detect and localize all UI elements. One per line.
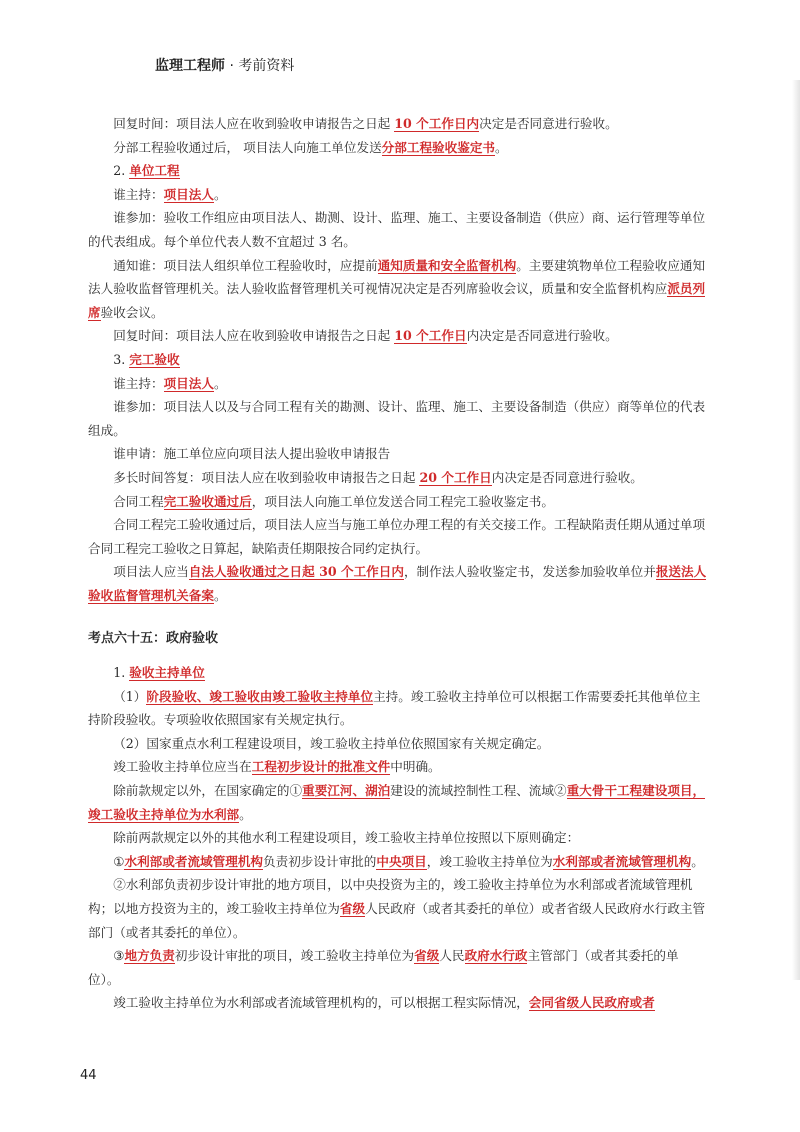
text-run: 。 [213, 186, 227, 202]
highlighted-keyword: 通知质量和安全监督机构 [377, 257, 517, 273]
paragraph [88, 685, 710, 732]
government-acceptance-block [88, 661, 710, 1015]
paragraph [88, 513, 710, 560]
paragraph [88, 206, 710, 253]
text-run: 内决定是否同意进行验收。 [466, 328, 618, 344]
section-title: 考点六十五：政府验收 [88, 631, 219, 647]
paragraph [88, 826, 710, 850]
text-run: 主管部门（或者其委托的单位）。 [88, 948, 679, 987]
paragraph [88, 755, 710, 779]
paragraph [88, 560, 710, 607]
text-run: 谁主持： [113, 375, 164, 391]
paragraph [88, 732, 710, 756]
paragraph [88, 850, 710, 874]
text-run: 。 [213, 587, 227, 603]
text-run: 谁参加：项目法人以及与合同工程有关的勘测、设计、监理、施工、主要设备制造（供应）商等单位的代表组成。 [88, 399, 706, 438]
highlighted-keyword: 省级 [339, 901, 366, 916]
highlighted-keyword: 自法人验收通过之日起 30 个工作日内 [188, 564, 404, 580]
highlighted-keyword: 重大骨干工程建设项目，竣工验收主持单位为水利部 [88, 783, 706, 822]
text-run: 项目法人应当 [113, 564, 189, 580]
text-run: 回复时间：项目法人应在收到验收申请报告之日起 [113, 328, 395, 344]
paragraph [88, 324, 710, 348]
text-run: 分部工程验收通过后， 项目法人向施工单位发送 [113, 139, 382, 155]
paragraph [88, 348, 710, 372]
highlighted-keyword: 工程初步设计的批准文件 [251, 759, 391, 775]
text-run: 合同工程 [113, 493, 164, 509]
paragraph [88, 395, 710, 442]
text-run: 2. [113, 163, 130, 179]
paragraph [88, 254, 710, 325]
text-run: 。主要建筑物单位工程验收应通知法人验收监督管理机关。法人验收监督管理机关可视情况决定是否列席验收会议，质量和安全监督机构应 [88, 257, 706, 297]
text-run: 3. [113, 351, 130, 367]
text-run: ，竣工验收主持单位为 [426, 853, 553, 869]
text-run: （2）国家重点水利工程建设项目，竣工验收主持单位依照国家有关规定确定。 [113, 735, 550, 751]
text-run: 建设的流域控制性工程、流域② [390, 783, 567, 799]
text-run: （1） [113, 688, 147, 704]
highlighted-keyword: 验收主持单位 [129, 665, 205, 681]
text-run: 合同工程完工验收通过后，项目法人应当与施工单位办理工程的有关交接工作。工程缺陷责任期从通过单项合同工程完工验收之日算起，缺陷责任期限按合同约定执行。 [88, 517, 706, 556]
page-edge-shadow [792, 80, 800, 980]
text-run: 初步设计审批的项目，竣工验收主持单位为 [174, 948, 415, 964]
text-run: 验收会议。 [100, 304, 164, 320]
text-run: 回复时间：项目法人应在收到验收申请报告之日起 [113, 116, 395, 131]
paragraph [88, 661, 710, 685]
highlighted-keyword: 省级 [414, 948, 440, 964]
text-run: 谁申请：施工单位应向项目法人提出验收申请报告 [113, 446, 391, 462]
highlighted-keyword: 10 个工作日内 [394, 116, 480, 131]
highlighted-keyword: 10 个工作日 [394, 328, 467, 344]
header-title: 监理工程师 [155, 58, 225, 74]
text-run: 中明确。 [390, 759, 441, 775]
highlighted-keyword: 会同省级人民政府或者 [528, 995, 655, 1011]
text-run: 竣工验收主持单位应当在 [113, 759, 252, 775]
paragraph [88, 490, 710, 514]
highlighted-keyword: 20 个工作日 [419, 469, 492, 485]
text-run: ③ [113, 948, 125, 964]
text-run: ②水利部负责初步设计审批的地方项目，以中央投资为主的，竣工验收主持单位为水利部或者流域管理机构；以地方投资为主的，竣工验收主持单位为 [88, 877, 693, 916]
text-run: ① [113, 853, 125, 869]
text-run: 除前款规定以外，在国家确定的① [113, 783, 303, 799]
corporate-acceptance-block [88, 112, 710, 607]
highlighted-keyword: 派员列席 [88, 281, 706, 320]
page-header [155, 55, 294, 75]
text-run: 竣工验收主持单位为水利部或者流域管理机构的，可以根据工程实际情况， [113, 995, 529, 1011]
text-run: 。 [691, 853, 704, 869]
paragraph [88, 873, 710, 944]
highlighted-keyword: 地方负责 [124, 948, 175, 964]
text-run: ，项目法人向施工单位发送合同工程完工验收鉴定书。 [251, 493, 554, 509]
page-number: 44 [80, 1068, 97, 1083]
highlighted-keyword: 政府水行政 [464, 948, 528, 964]
text-run: 主持。竣工验收主持单位可以根据工作需要委托其他单位主持阶段验收。专项验收依照国家有关规定执行。 [88, 688, 701, 728]
paragraph [88, 372, 710, 396]
highlighted-keyword: 水利部或者流域管理机构 [124, 853, 264, 869]
highlighted-keyword: 单位工程 [129, 163, 180, 179]
highlighted-keyword: 中央项目 [376, 853, 427, 869]
highlighted-keyword: 水利部或者流域管理机构 [552, 853, 692, 869]
page-content [88, 112, 710, 1015]
paragraph [88, 183, 710, 207]
paragraph [88, 466, 710, 490]
text-run: 。 [495, 139, 508, 155]
text-run: ，制作法人验收鉴定书，发送参加验收单位并 [403, 564, 656, 580]
text-run: 谁主持： [113, 186, 164, 202]
highlighted-keyword: 项目法人 [163, 375, 214, 391]
text-run: 决定是否同意进行验收。 [479, 116, 618, 131]
text-run: 内决定是否同意进行验收。 [491, 469, 643, 485]
header-subtitle: · 考前资料 [225, 58, 295, 74]
highlighted-keyword: 项目法人 [163, 186, 214, 202]
paragraph [88, 112, 710, 136]
highlighted-keyword: 完工验收通过后 [163, 493, 252, 509]
text-run: 人民 [439, 948, 465, 964]
highlighted-keyword: 分部工程验收鉴定书 [381, 139, 496, 155]
paragraph [88, 442, 710, 466]
paragraph [88, 159, 710, 183]
text-run: 。 [239, 806, 252, 822]
text-run: 除前两款规定以外的其他水利工程建设项目，竣工验收主持单位按照以下原则确定： [113, 830, 580, 846]
paragraph [88, 779, 710, 826]
text-run: 1. [113, 665, 130, 681]
highlighted-keyword: 阶段验收、竣工验收由竣工验收主持单位 [146, 688, 374, 704]
highlighted-keyword: 报送法人验收监督管理机关备案 [88, 564, 707, 603]
paragraph [88, 944, 710, 991]
text-run: 人民政府（或者其委托的单位）或者省级人民政府水行政主管部门（或者其委托的单位）。 [88, 901, 706, 940]
paragraph [88, 136, 710, 160]
text-run: 谁参加：验收工作组应由项目法人、勘测、设计、监理、施工、主要设备制造（供应）商、运行管理等单位的代表组成。每个单位代表人数不宜超过 3 名。 [88, 210, 706, 249]
text-run: 。 [213, 375, 227, 391]
text-run: 负责初步设计审批的 [263, 853, 377, 869]
text-run: 通知谁：项目法人组织单位工程验收时，应提前 [113, 257, 378, 273]
highlighted-keyword: 完工验收 [129, 351, 180, 367]
highlighted-keyword: 重要江河、湖泊 [302, 783, 391, 799]
text-run: 多长时间答复：项目法人应在收到验收申请报告之日起 [113, 469, 420, 485]
paragraph [88, 991, 710, 1015]
